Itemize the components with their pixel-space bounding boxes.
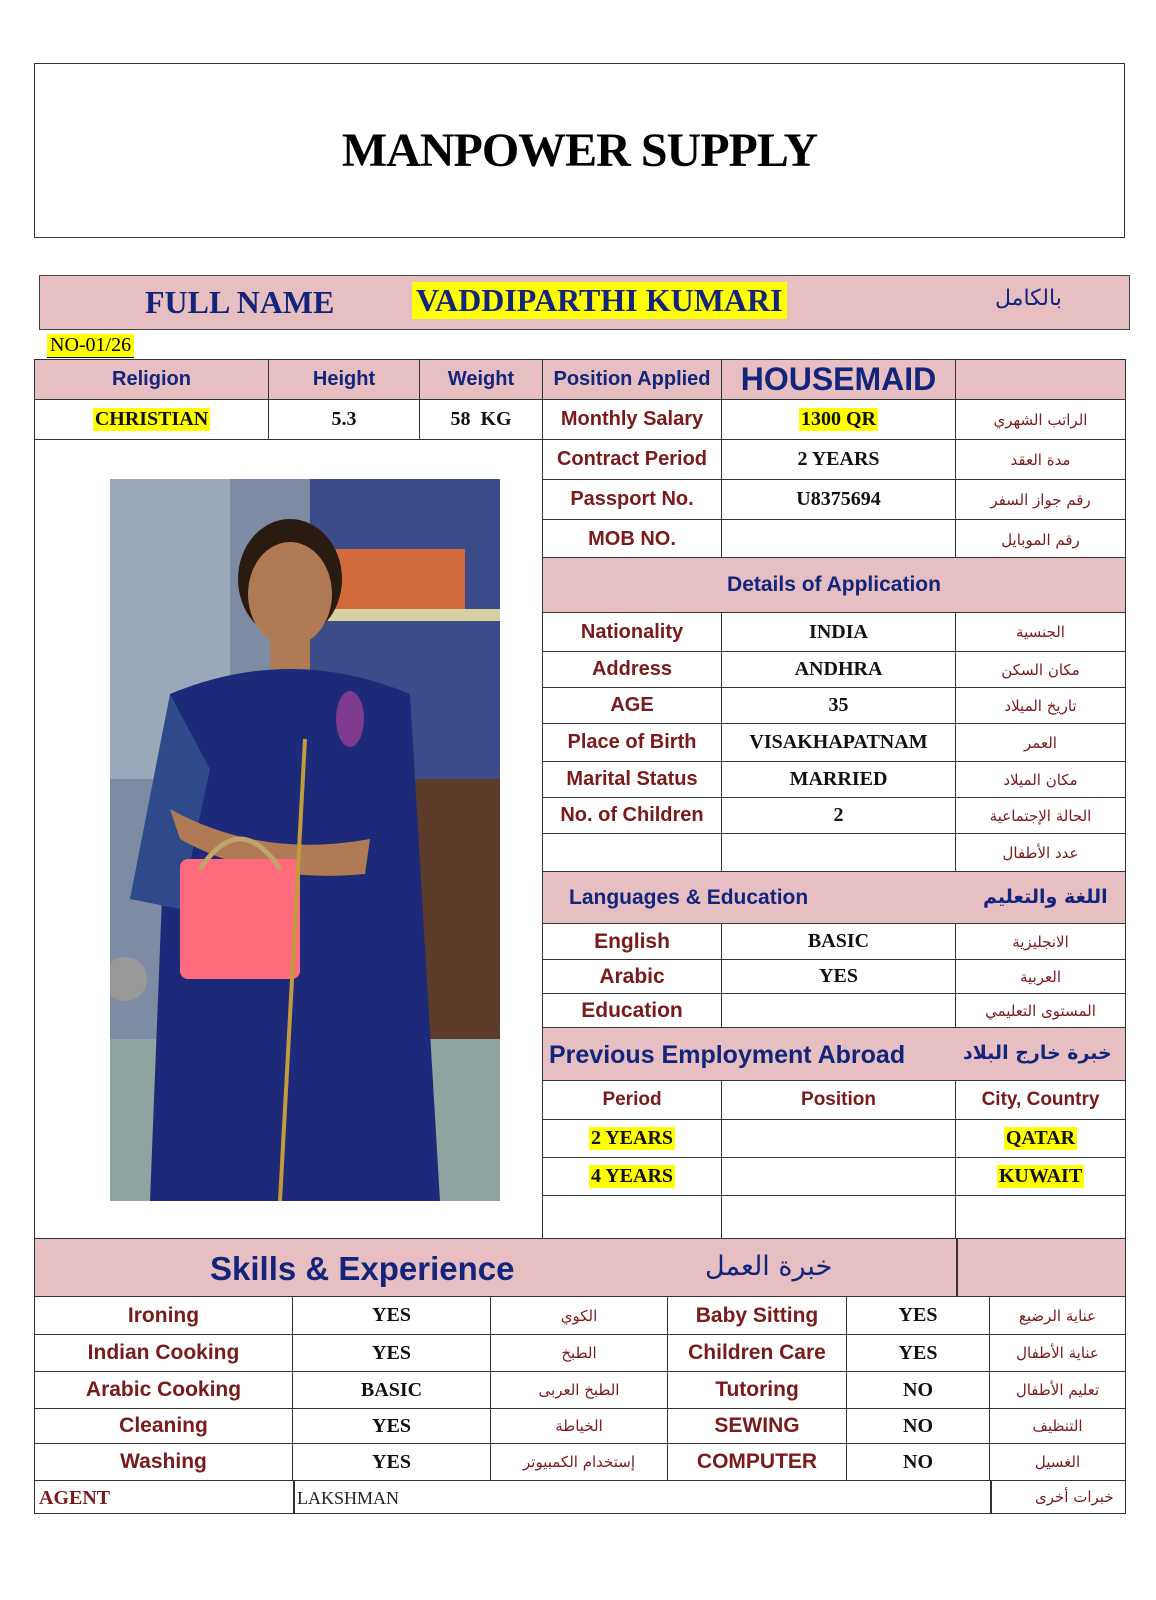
details-label-cell bbox=[542, 761, 722, 798]
skills-right-val-cell bbox=[846, 1408, 990, 1444]
skills-right-ar: الغسيل bbox=[1034, 1453, 1081, 1471]
title-box bbox=[34, 63, 1125, 238]
contract-label-cell bbox=[542, 479, 722, 520]
skills-left-ar-cell bbox=[490, 1408, 668, 1444]
details-value: INDIA bbox=[809, 620, 868, 643]
language-label: English bbox=[594, 929, 670, 953]
contract-label-cell bbox=[542, 439, 722, 480]
language-ar-cell bbox=[955, 923, 1126, 960]
skills-right-cell bbox=[667, 1296, 847, 1335]
position-ar-cell bbox=[955, 359, 1126, 400]
skills-left-ar: الخياطة bbox=[555, 1417, 603, 1435]
skills-left: Washing bbox=[120, 1450, 207, 1473]
contract-label-ar: رقم جواز السفر bbox=[990, 490, 1091, 509]
full-name-label: FULL NAME bbox=[145, 284, 335, 320]
details-header-label: Details of Application bbox=[727, 573, 941, 596]
language-ar-cell bbox=[955, 993, 1126, 1028]
details-label-cell bbox=[542, 612, 722, 652]
contract-label: Monthly Salary bbox=[560, 408, 704, 430]
details-ar-cell bbox=[955, 761, 1126, 798]
contract-label: Contract Period bbox=[556, 448, 708, 470]
contract-value: 2 YEARS bbox=[797, 448, 880, 470]
skills-right-val-cell bbox=[846, 1443, 990, 1481]
full-name-value: VADDIPARTHI KUMARI bbox=[412, 282, 787, 319]
skills-right-ar-cell bbox=[989, 1334, 1126, 1372]
position-applied-header bbox=[542, 359, 722, 400]
details-value-cell bbox=[721, 833, 956, 872]
skills-right-ar-cell bbox=[989, 1408, 1126, 1444]
language-label-ar: الانجليزية bbox=[1012, 932, 1069, 951]
skills-left-ar-cell bbox=[490, 1443, 668, 1481]
height-value: 5.3 bbox=[331, 408, 357, 430]
languages-header-label: Languages & Education bbox=[569, 886, 809, 909]
contract-ar-cell bbox=[955, 439, 1126, 480]
contract-label: MOB NO. bbox=[588, 528, 676, 550]
skills-right-ar: عناية الرضيع bbox=[1018, 1306, 1097, 1325]
employment-period-cell bbox=[542, 1119, 722, 1158]
skills-header bbox=[34, 1238, 1126, 1297]
language-label: Arabic bbox=[599, 964, 665, 988]
details-value-cell bbox=[721, 761, 956, 798]
skills-right-ar-cell bbox=[989, 1443, 1126, 1481]
religion-value: CHRISTIAN bbox=[94, 408, 209, 430]
employment-period-cell bbox=[542, 1157, 722, 1196]
height-header-label: Height bbox=[312, 368, 376, 390]
religion-value-cell bbox=[34, 399, 269, 440]
details-label: Place of Birth bbox=[567, 731, 697, 753]
details-ar-cell bbox=[955, 687, 1126, 724]
religion-header bbox=[34, 359, 269, 400]
details-header bbox=[542, 557, 1126, 613]
skills-left: Ironing bbox=[127, 1303, 200, 1327]
details-value: ANDHRA bbox=[794, 658, 883, 680]
agent-label: AGENT bbox=[39, 1487, 111, 1509]
employment-country-cell bbox=[955, 1195, 1126, 1239]
weight-value: 58 KG bbox=[450, 408, 512, 430]
height-header bbox=[268, 359, 420, 400]
weight-header bbox=[419, 359, 543, 400]
language-label-cell bbox=[542, 993, 722, 1028]
reference-number: NO-01/26 bbox=[47, 334, 134, 358]
contract-label-ar: الراتب الشهري bbox=[993, 410, 1088, 429]
skills-right-val: NO bbox=[903, 1414, 933, 1437]
details-value-cell bbox=[721, 612, 956, 652]
contract-ar-cell bbox=[955, 479, 1126, 520]
skills-right: SEWING bbox=[714, 1414, 800, 1437]
skills-left-cell bbox=[34, 1296, 293, 1335]
skills-left-val: BASIC bbox=[360, 1378, 423, 1401]
contract-value-cell bbox=[721, 439, 956, 480]
details-label: Address bbox=[591, 658, 673, 680]
skills-right-ar: تعليم الأطفال bbox=[1015, 1381, 1100, 1399]
details-value-cell bbox=[721, 687, 956, 724]
employment-period-value: 4 YEARS bbox=[590, 1165, 674, 1187]
skills-header-label-ar: خبرة العمل bbox=[705, 1251, 833, 1282]
employment-country-cell bbox=[955, 1157, 1126, 1196]
skills-left-ar: الكوي bbox=[560, 1306, 598, 1325]
skills-left-ar-cell bbox=[490, 1334, 668, 1372]
skills-left-val: YES bbox=[372, 1304, 411, 1326]
skills-left-ar: الطبخ العربى bbox=[538, 1381, 620, 1399]
employment-header-label: Previous Employment Abroad bbox=[549, 1041, 906, 1069]
contract-value-cell bbox=[721, 519, 956, 560]
skills-right-val-cell bbox=[846, 1296, 990, 1335]
details-ar-cell bbox=[955, 833, 1126, 872]
employment-col-header bbox=[542, 1080, 722, 1120]
height-value-cell bbox=[268, 399, 420, 440]
employment-country-value: KUWAIT bbox=[998, 1165, 1083, 1187]
skills-left-cell bbox=[34, 1371, 293, 1409]
skills-left-val: YES bbox=[372, 1450, 411, 1473]
skills-right-ar-cell bbox=[989, 1296, 1126, 1335]
details-label-ar: الحالة الإجتماعية bbox=[989, 806, 1092, 825]
details-label: No. of Children bbox=[560, 804, 704, 826]
skills-right: Tutoring bbox=[715, 1378, 799, 1401]
employment-country-cell bbox=[955, 1119, 1126, 1158]
language-label-ar: العربية bbox=[1020, 967, 1061, 986]
skills-right: COMPUTER bbox=[696, 1450, 818, 1473]
candidate-photo bbox=[110, 479, 500, 1201]
page-title: MANPOWER SUPPLY bbox=[341, 124, 818, 177]
language-label-cell bbox=[542, 959, 722, 994]
languages-header bbox=[542, 871, 1126, 924]
details-label-cell bbox=[542, 797, 722, 834]
skills-left-cell bbox=[34, 1334, 293, 1372]
skills-right-cell bbox=[667, 1443, 847, 1481]
skills-left-val-cell bbox=[292, 1408, 491, 1444]
skills-right: Baby Sitting bbox=[695, 1303, 819, 1327]
details-value-cell bbox=[721, 651, 956, 688]
contract-label-ar: مدة العقد bbox=[1010, 450, 1071, 469]
details-ar-cell bbox=[955, 651, 1126, 688]
details-label-cell bbox=[542, 687, 722, 724]
employment-period-value: 2 YEARS bbox=[590, 1127, 674, 1149]
employment-col-header-label: Position bbox=[801, 1089, 876, 1110]
employment-position-cell bbox=[721, 1119, 956, 1158]
employment-header-label-ar: خبرة خارج البلاد bbox=[963, 1042, 1112, 1064]
details-value: 2 bbox=[833, 804, 844, 826]
agent-row bbox=[34, 1480, 1126, 1514]
details-label: Marital Status bbox=[566, 768, 698, 790]
language-value-cell bbox=[721, 959, 956, 994]
agent-label-ar: خبرات أخرى bbox=[1035, 1488, 1114, 1506]
skills-left-val: YES bbox=[372, 1341, 411, 1364]
contract-label: Passport No. bbox=[570, 488, 694, 510]
details-value-cell bbox=[721, 723, 956, 762]
language-label-cell bbox=[542, 923, 722, 960]
language-value-cell bbox=[721, 993, 956, 1028]
weight-value-cell bbox=[419, 399, 543, 440]
skills-right-ar: التنظيف bbox=[1032, 1417, 1083, 1435]
language-label-ar: المستوى التعليمي bbox=[985, 1001, 1096, 1020]
skills-left-val: YES bbox=[372, 1414, 411, 1437]
details-label: Nationality bbox=[580, 620, 684, 643]
languages-header-label-ar: اللغة والتعليم bbox=[983, 886, 1108, 908]
language-value: BASIC bbox=[807, 930, 870, 952]
position-applied-label: Position Applied bbox=[553, 368, 711, 390]
skills-right-val: NO bbox=[903, 1450, 933, 1473]
details-value: 35 bbox=[828, 694, 849, 716]
skills-left-val-cell bbox=[292, 1334, 491, 1372]
agent-divider-2 bbox=[990, 1481, 992, 1513]
skills-header-label: Skills & Experience bbox=[210, 1250, 515, 1287]
details-ar-cell bbox=[955, 612, 1126, 652]
employment-position-cell bbox=[721, 1157, 956, 1196]
skills-right-ar-cell bbox=[989, 1371, 1126, 1409]
position-value-cell bbox=[721, 359, 956, 400]
employment-col-header bbox=[721, 1080, 956, 1120]
contract-ar-cell bbox=[955, 399, 1126, 440]
details-value: MARRIED bbox=[789, 768, 888, 790]
skills-left: Cleaning bbox=[119, 1414, 208, 1437]
skills-left-ar-cell bbox=[490, 1296, 668, 1335]
details-value: VISAKHAPATNAM bbox=[749, 731, 928, 753]
skills-left-val-cell bbox=[292, 1296, 491, 1335]
skills-right-val-cell bbox=[846, 1334, 990, 1372]
language-value: YES bbox=[819, 965, 858, 987]
details-label-cell bbox=[542, 833, 722, 872]
details-label-ar: الجنسية bbox=[1016, 623, 1065, 641]
agent-divider-1 bbox=[293, 1481, 295, 1513]
details-value-cell bbox=[721, 797, 956, 834]
skills-right: Children Care bbox=[688, 1341, 826, 1364]
employment-col-header-label: Period bbox=[602, 1089, 662, 1110]
position-value: HOUSEMAID bbox=[740, 361, 937, 397]
contract-label-ar: رقم الموبايل bbox=[1001, 530, 1080, 549]
skills-right-val: YES bbox=[898, 1304, 938, 1326]
full-name-row bbox=[39, 275, 1130, 330]
language-label: Education bbox=[581, 998, 683, 1022]
weight-header-label: Weight bbox=[447, 368, 515, 390]
skills-right-cell bbox=[667, 1334, 847, 1372]
contract-label-cell bbox=[542, 519, 722, 560]
skills-right-cell bbox=[667, 1408, 847, 1444]
skills-left: Arabic Cooking bbox=[85, 1378, 242, 1401]
skills-right-val-cell bbox=[846, 1371, 990, 1409]
details-ar-cell bbox=[955, 797, 1126, 834]
contract-value: U8375694 bbox=[796, 488, 881, 510]
skills-left-ar-cell bbox=[490, 1371, 668, 1409]
employment-col-header bbox=[955, 1080, 1126, 1120]
skills-left-val-cell bbox=[292, 1371, 491, 1409]
employment-col-header-label: City, Country bbox=[981, 1089, 1100, 1110]
details-label-ar: العمر bbox=[1024, 733, 1057, 752]
skills-right-val: YES bbox=[898, 1341, 938, 1364]
skills-header-divider bbox=[956, 1239, 958, 1296]
contract-label-cell bbox=[542, 399, 722, 440]
skills-right-ar: عناية الأطفال bbox=[1016, 1344, 1099, 1362]
contract-value-cell bbox=[721, 399, 956, 440]
details-label-cell bbox=[542, 723, 722, 762]
details-label-ar: تاريخ الميلاد bbox=[1004, 696, 1077, 715]
details-ar-cell bbox=[955, 723, 1126, 762]
skills-left-ar: إستخدام الكمبيوتر bbox=[523, 1453, 635, 1471]
contract-value-cell bbox=[721, 479, 956, 520]
details-label-ar: عدد الأطفال bbox=[1002, 843, 1079, 862]
skills-left-ar: الطبخ bbox=[561, 1344, 597, 1362]
skills-left-cell bbox=[34, 1443, 293, 1481]
skills-left-cell bbox=[34, 1408, 293, 1444]
details-label: AGE bbox=[610, 694, 654, 716]
details-label-ar: مكان الميلاد bbox=[1003, 770, 1078, 789]
agent-value: LAKSHMAN bbox=[297, 1488, 400, 1508]
employment-country-value: QATAR bbox=[1005, 1127, 1076, 1149]
employment-header bbox=[542, 1027, 1126, 1081]
skills-left: Indian Cooking bbox=[87, 1341, 240, 1364]
details-label-cell bbox=[542, 651, 722, 688]
employment-position-cell bbox=[721, 1195, 956, 1239]
contract-value: 1300 QR bbox=[801, 408, 876, 430]
skills-right-val: NO bbox=[903, 1378, 933, 1401]
contract-ar-cell bbox=[955, 519, 1126, 560]
language-value-cell bbox=[721, 923, 956, 960]
skills-right-cell bbox=[667, 1371, 847, 1409]
religion-header-label: Religion bbox=[112, 368, 191, 390]
language-ar-cell bbox=[955, 959, 1126, 994]
skills-left-val-cell bbox=[292, 1443, 491, 1481]
employment-period-cell bbox=[542, 1195, 722, 1239]
details-label-ar: مكان السكن bbox=[1001, 660, 1080, 679]
full-name-label-ar: بالكامل bbox=[995, 286, 1062, 311]
